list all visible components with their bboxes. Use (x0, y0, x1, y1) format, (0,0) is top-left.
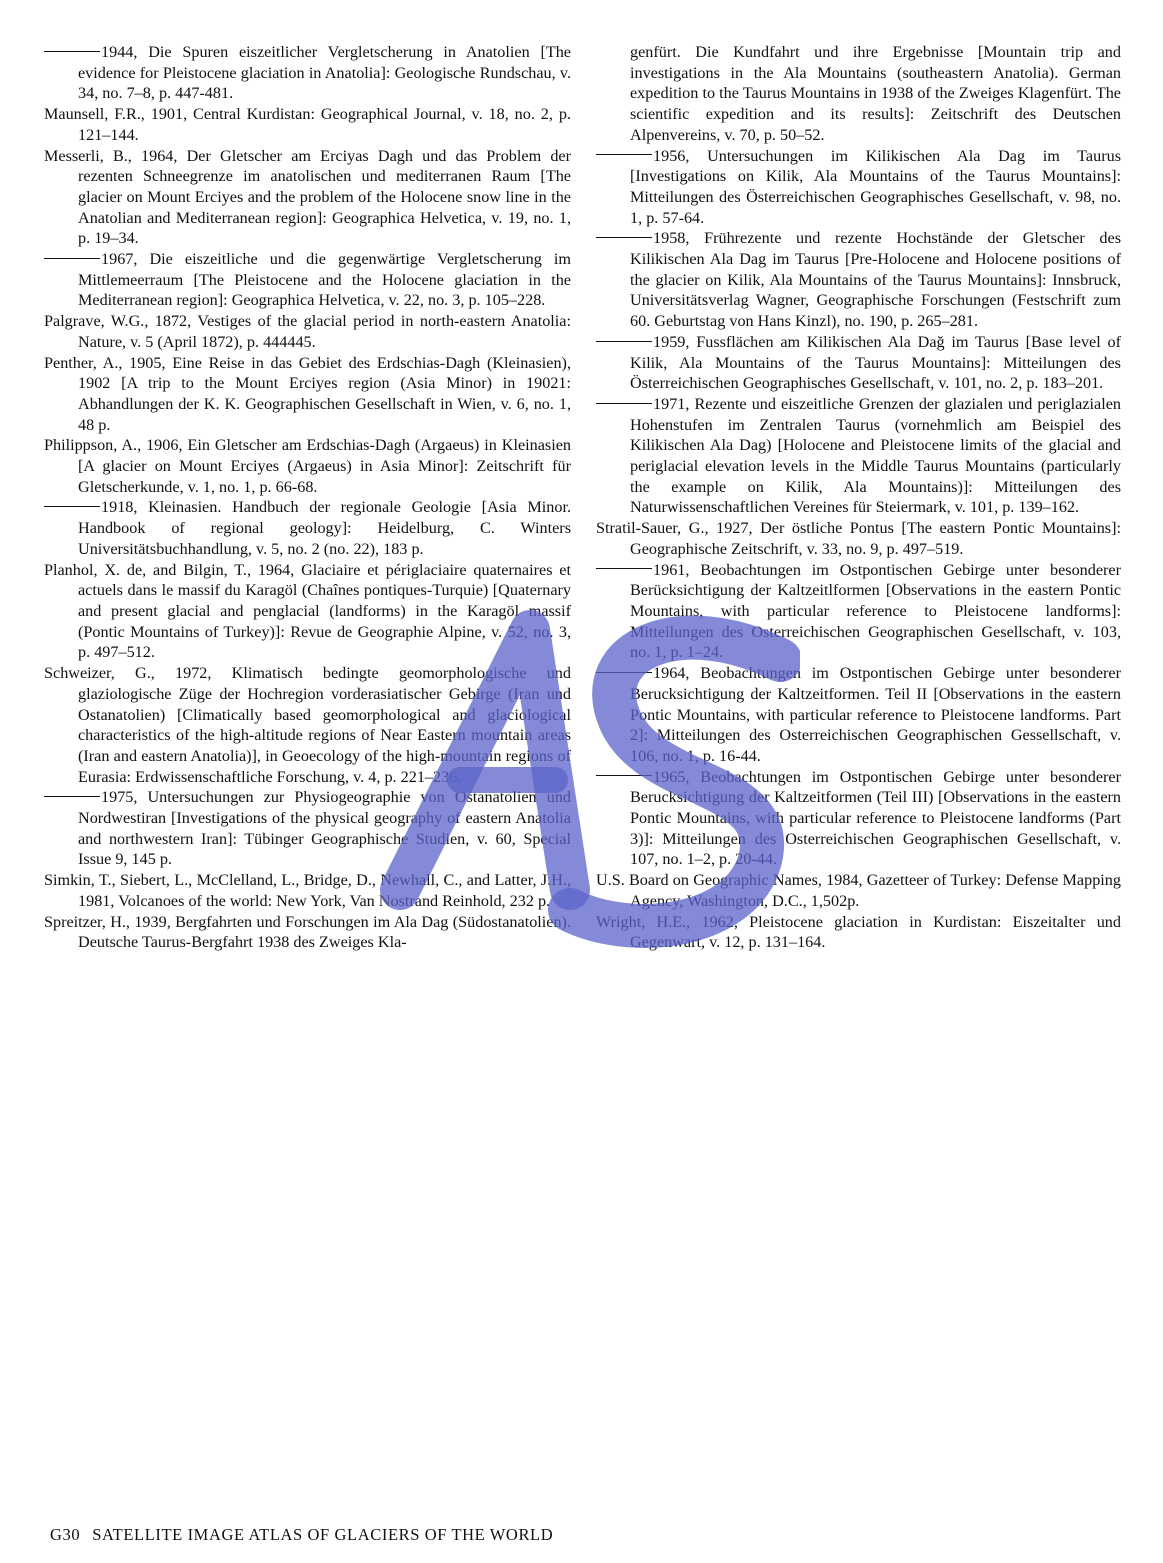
reference-entry: 1964, Beobachtungen im Ostpontischen Gebirge unter besonderer Berucksichtigung der Kaltzeitformen. Teil II [Observations in the eastern Pontic Mountains, with particular reference to Pleistocene landforms. Part 2]: Mitteilungen des Osterreichischen Geographischen Gessellschaft, v. 106, no. 1, p. 16-44. (596, 663, 1121, 767)
reference-entry: Palgrave, W.G., 1872, Vestiges of the glacial period in north-eastern Anatolia: Nature, v. 5 (April 1872), p. 444445. (44, 312, 571, 351)
reference-entry: 1975, Untersuchungen zur Physiogeographie von Ostanatolien und Nordwestiran [Investigations of the physical geography of eastern Anatolia and northwestern Iran]: Tübinger Geographische Studien, v. 60, Special Issue 9, 145 p. (44, 787, 571, 870)
repeated-author-dash (596, 341, 652, 342)
reference-entry: Philippson, A., 1906, Ein Gletscher am Erdschias-Dagh (Argaeus) in Kleinasien [A glacier on Mount Erciyes (Argaeus) in Asia Minor]: Zeitschrift für Gletscherkunde, v. 1, no. 1, p. 66-68. (44, 436, 571, 496)
reference-entry: 1965, Beobachtungen im Ostpontischen Gebirge unter besonderer Berucksichtigung der Kaltzeitformen (Teil III) [Observations in the eastern Pontic Mountains, with particular reference to Pleistocene landforms (Part 3)]: Mitteilungen des Osterreichischen Geographischen Gesellschaft, v. 107, no. 1–2, p. 20-44. (596, 767, 1121, 871)
reference-entry: 1961, Beobachtungen im Ostpontischen Gebirge unter besonderer Berücksichtigung der Kaltzeitlformen [Observations in the eastern Pontic Mountains, with particular reference to Pleistocene landforms]: Mitteilungen des Osterreichischen Geographischen Gesellschaft, v. 103, no. 1, p. 1–24. (596, 560, 1121, 664)
reference-entry: 1958, Frührezente und rezente Hochstände der Gletscher des Kilikischen Ala Dag im Taurus [Pre-Holocene and Holocene positions of the glacier on Kilik, Ala Mountains of the Taurus Mountains]: Innsbruck, Universitätsverlag Wagner, Geographische Forschungen (Festschrift zum 60. Geburtstag von Hans Kinzl), no. 190, p. 265–281. (596, 228, 1121, 332)
reference-entry: Wright, H.E., 1962, Pleistocene glaciation in Kurdistan: Eiszeitalter und Gegenwart, v. 12, p. 131–164. (596, 912, 1121, 952)
repeated-author-dash (596, 568, 652, 569)
reference-entry: Spreitzer, H., 1939, Bergfahrten und Forschungen im Ala Dag (Südostanatolien). Deutsche Taurus-Bergfahrt 1938 des Zweiges Kla- (44, 912, 571, 952)
reference-entry: Simkin, T., Siebert, L., McClelland, L., Bridge, D., Newhall, C., and Latter, J.H., 1981, Volcanoes of the world: New York, Van Nostrand Reinhold, 232 p. (44, 871, 571, 910)
page-number: G30 (50, 1525, 81, 1544)
repeated-author-dash (596, 154, 652, 155)
page-footer (50, 1525, 565, 1545)
repeated-author-dash (44, 258, 100, 259)
reference-entry: U.S. Board on Geographic Names, 1984, Gazetteer of Turkey: Defense Mapping Agency, Washington, D.C., 1,502p. (596, 871, 1121, 910)
reference-entry: Messerli, B., 1964, Der Gletscher am Erciyas Dagh und das Problem der rezenten Schneegrenze im anatolischen und mediterranen Raum [The glacier on Mount Erciyes and the problem of the Holocene snow line in the Anatolian and Mediterranean region]: Geographica Helvetica, v. 19, no. 1, p. 19–34. (44, 146, 571, 248)
references-left-column (44, 42, 571, 953)
reference-entry: 1967, Die eiszeitliche und die gegenwärtige Vergletscherung im Mittlemeerraum [The Pleistocene and the Holocene glaciation in the Mediterranean region]: Geographica Helvetica, v. 22, no. 3, p. 105–228. (44, 249, 571, 311)
repeated-author-dash (596, 237, 652, 238)
reference-entry: 1959, Fussflächen am Kilikischen Ala Dağ im Taurus [Base level of Kilik, Ala Mountains of the Taurus Mountains]: Mitteilungen des Österreichischen Geographisches Gesellschaft, v. 101, no. 2, p. 183–201. (596, 332, 1121, 394)
reference-entry: Maunsell, F.R., 1901, Central Kurdistan: Geographical Journal, v. 18, no. 2, p. 121–144. (44, 105, 571, 144)
repeated-author-dash (596, 403, 652, 404)
reference-entry: Stratil-Sauer, G., 1927, Der östliche Pontus [The eastern Pontic Mountains]: Geographische Zeitschrift, v. 33, no. 9, p. 497–519. (596, 519, 1121, 558)
reference-entry: 1971, Rezente und eiszeitliche Grenzen der glazialen und periglazialen Hohenstufen im Zentralen Taurus (vornehmlich am Beispiel des Kilikischen Ala Dag) [Holocene and Pleistocene limits of the glacial and periglacial elevation levels in the Middle Taurus Mountains (particularly the example on Kilik, Ala Mountains)]: Mitteilungen des Naturwissenschaftlichen Vereines für Steiermark, v. 101, p. 139–162. (596, 394, 1121, 518)
references-right-column (596, 42, 1121, 953)
repeated-author-dash (44, 51, 100, 52)
reference-entry-continued: genfürt. Die Kundfahrt und ihre Ergebnisse [Mountain trip and investigations in the Ala Mountains (southeastern Anatolia). German expedition to the Taurus Mountains in 1938 of the Zweiges Klagenfürt. The scientific expedition and its results]: Zeitschrift des Deutschen Alpenvereins, v. 70, p. 50–52. (630, 43, 1121, 144)
repeated-author-dash (44, 506, 100, 507)
reference-entry: 1944, Die Spuren eiszeitlicher Vergletscherung in Anatolien [The evidence for Pleistocene glaciation in Anatolia]: Geologische Rundschau, v. 34, no. 7–8, p. 447-481. (44, 42, 571, 104)
repeated-author-dash (44, 796, 100, 797)
reference-entry: 1918, Kleinasien. Handbuch der regionale Geologie [Asia Minor. Handbook of regional geology]: Heidelburg, C. Winters Universitätsbuchhandlung, v. 5, no. 2 (no. 22), 183 p. (44, 497, 571, 559)
reference-entry: Planhol, X. de, and Bilgin, T., 1964, Glaciaire et périglaciaire quaternaires et actuels dans le massif du Karagöl (Chaînes pontiques-Turquie) [Quaternary and present glacial and penglacial (landforms) in the Karagöl massif (Pontic Mountains of Turkey)]: Revue de Geographie Alpine, v. 52, no. 3, p. 497–512. (44, 560, 571, 662)
reference-entry: 1956, Untersuchungen im Kilikischen Ala Dag im Taurus [Investigations on Kilik, Ala Mountains of the Taurus Mountains]: Mitteilungen des Österreichischen Geographisches Gesellschaft, v. 98, no. 1, p. 57-64. (596, 146, 1121, 229)
repeated-author-dash (596, 775, 652, 776)
running-title: SATELLITE IMAGE ATLAS OF GLACIERS OF THE WORLD (92, 1525, 554, 1544)
reference-entry: Schweizer, G., 1972, Klimatisch bedingte geomorphologische und glaziologische Züge der Hochregion vorderasiatischer Gebirge (Iran und Ostanatolien) [Climatically based geomorphological and glaciological characteristics of the high-altitude regions of Near Eastern mountain areas (Iran and eastern Anatolia)], in Geoecology of the high-mountain regions of Eurasia: Erdwissenschaftliche Forschung, v. 4, p. 221–236. (44, 664, 571, 786)
reference-entry: Penther, A., 1905, Eine Reise in das Gebiet des Erdschias-Dagh (Kleinasien), 1902 [A trip to the Mount Erciyes region (Asia Minor) in 19021: Abhandlungen der K. K. Geographischen Gesellschaft in Wien, v. 6, no. 1, 48 p. (44, 353, 571, 434)
repeated-author-dash (596, 672, 652, 673)
